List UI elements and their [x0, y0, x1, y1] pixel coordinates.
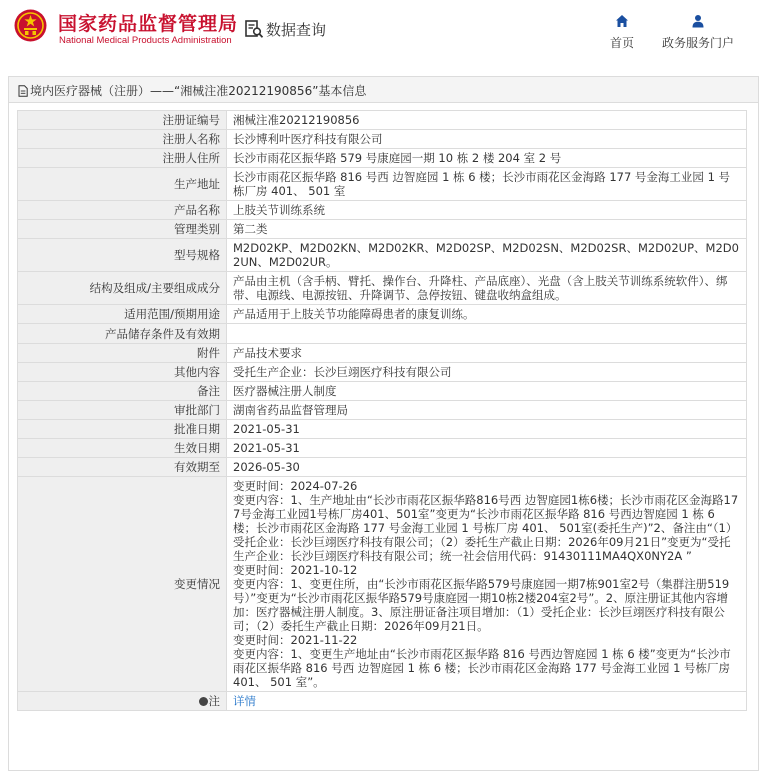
- change-content: 变更内容：1、生产地址由“长沙市雨花区振华路816号西 边智庭园1栋6楼；长沙市雨花区金海路177号金海工业园1号栋厂房401、501室”变更为“长沙市雨花区振华路 816 号西边智庭园 1 栋 6 楼；长沙市雨花区金海路 177 号金海工业园 1 号栋厂房 401、 501室(委托生产)”2、备注由“（1）受托企业：长沙巨翊医疗科技有限公司；（2）委托生产截止日期：2026年09月21日”变更为“受托生产企业：长沙巨翊医疗科技有限公司；统一社会信用代码：91430111MA4QX0NY2A ”: [233, 493, 739, 563]
- field-label: 变更情况: [18, 477, 227, 692]
- note-value: [227, 692, 747, 711]
- field-label: 产品储存条件及有效期: [18, 324, 227, 344]
- change-history-row: [18, 477, 747, 692]
- field-value: 2026-05-30: [227, 458, 747, 477]
- breadcrumb: [9, 77, 758, 103]
- field-label: 生效日期: [18, 439, 227, 458]
- field-label: 型号规格: [18, 239, 227, 272]
- table-row: [18, 382, 747, 401]
- field-value: [227, 324, 747, 344]
- field-label: 适用范围/预期用途: [18, 305, 227, 324]
- note-label: 注: [208, 694, 220, 708]
- table-row: [18, 439, 747, 458]
- field-label: 生产地址: [18, 168, 227, 201]
- field-value: 长沙市雨花区振华路 816 号西 边智庭园 1 栋 6 楼；长沙市雨花区金海路 177 号金海工业园 1 号栋厂房 401、 501 室: [227, 168, 747, 201]
- field-label: 批准日期: [18, 420, 227, 439]
- field-value: 医疗器械注册人制度: [227, 382, 747, 401]
- national-emblem-icon: [14, 9, 47, 42]
- table-row: [18, 363, 747, 382]
- field-value: 第二类: [227, 220, 747, 239]
- table-row: [18, 458, 747, 477]
- field-label: 注册人名称: [18, 130, 227, 149]
- note-row: [18, 692, 747, 711]
- field-label: 审批部门: [18, 401, 227, 420]
- change-history-value: [227, 477, 747, 692]
- detail-panel: [8, 76, 759, 771]
- field-value: 上肢关节训练系统: [227, 201, 747, 220]
- breadcrumb-text: 境内医疗器械（注册）——“湘械注准20212190856”基本信息: [30, 84, 367, 98]
- field-value: 长沙博利叶医疗科技有限公司: [227, 130, 747, 149]
- change-time: 变更时间：2021-11-22: [233, 633, 358, 647]
- field-value: 2021-05-31: [227, 439, 747, 458]
- nav-service-portal[interactable]: [656, 12, 740, 52]
- field-value: 湘械注准20212190856: [227, 111, 747, 130]
- info-table-body: [18, 111, 747, 711]
- data-query-title: 数据查询: [266, 21, 327, 39]
- org-name-en[interactable]: National Medical Products Administration: [59, 35, 232, 46]
- field-value: 2021-05-31: [227, 420, 747, 439]
- change-time: 变更时间：2024-07-26: [233, 479, 358, 493]
- change-content: 变更内容：1、变更住所，由“长沙市雨花区振华路579号康庭园一期7栋901室2号（集群注册519号）”变更为“长沙市雨花区振华路579号康庭园一期10栋2楼204室2号”。2、原注册证其他内容增加：医疗器械注册人制度。3、原注册证备注项目增加：（1）受托企业：长沙巨翊医疗科技有限公司；（2）委托生产截止日期：2026年09月21日。: [233, 577, 730, 633]
- org-name-cn[interactable]: 国家药品监督管理局: [58, 13, 239, 35]
- table-row: [18, 401, 747, 420]
- site-header: [0, 0, 760, 66]
- table-row: [18, 111, 747, 130]
- user-icon: [691, 14, 705, 28]
- field-label: 注册证编号: [18, 111, 227, 130]
- field-label: 有效期至: [18, 458, 227, 477]
- registration-info-table: [17, 110, 747, 711]
- field-value: 产品技术要求: [227, 344, 747, 363]
- table-row: [18, 324, 747, 344]
- table-row: [18, 130, 747, 149]
- field-label: 管理类别: [18, 220, 227, 239]
- change-content: 变更内容：1、变更生产地址由“长沙市雨花区振华路 816 号西边智庭园 1 栋 6 楼”变更为“长沙市雨花区振华路 816 号西 边智庭园 1 栋 6 楼；长沙市雨花区金海路 177 号金海工业园 1 号栋厂房 401、 501 室”。: [233, 647, 731, 689]
- field-label: 其他内容: [18, 363, 227, 382]
- table-row: [18, 305, 747, 324]
- field-label: 附件: [18, 344, 227, 363]
- field-label: 产品名称: [18, 201, 227, 220]
- table-row: [18, 220, 747, 239]
- table-row: [18, 168, 747, 201]
- field-value: 产品由主机（含手柄、臂托、操作台、升降柱、产品底座）、光盘（含上肢关节训练系统软件）、绑带、电源线、电源按钮、升降调节、急停按钮、键盘收纳盒组成。: [227, 272, 747, 305]
- field-value: M2D02KP、M2D02KN、M2D02KR、M2D02SP、M2D02SN、M2D02SR、M2D02UP、M2D02UN、M2D02UR。: [227, 239, 747, 272]
- field-value: 湖南省药品监督管理局: [227, 401, 747, 420]
- table-row: [18, 420, 747, 439]
- field-label: 注册人住所: [18, 149, 227, 168]
- home-icon: [615, 14, 629, 28]
- table-row: [18, 201, 747, 220]
- table-row: [18, 272, 747, 305]
- search-document-icon: [244, 19, 264, 39]
- detail-link[interactable]: 详情: [233, 694, 256, 708]
- field-value: 长沙市雨花区振华路 579 号康庭园一期 10 栋 2 楼 204 室 2 号: [227, 149, 747, 168]
- field-value: 产品适用于上肢关节功能障碍患者的康复训练。: [227, 305, 747, 324]
- nav-home-label: 首页: [609, 36, 634, 50]
- field-label: 备注: [18, 382, 227, 401]
- table-row: [18, 239, 747, 272]
- table-row: [18, 149, 747, 168]
- note-label-cell: [18, 692, 227, 711]
- change-time: 变更时间：2021-10-12: [233, 563, 358, 577]
- nav-home[interactable]: [600, 12, 644, 52]
- info-dot-icon: [199, 697, 208, 706]
- document-icon: [18, 85, 28, 97]
- nav-portal-label: 政务服务门户: [661, 36, 734, 50]
- field-value: 受托生产企业：长沙巨翊医疗科技有限公司: [227, 363, 747, 382]
- field-label: 结构及组成/主要组成成分: [18, 272, 227, 305]
- table-row: [18, 344, 747, 363]
